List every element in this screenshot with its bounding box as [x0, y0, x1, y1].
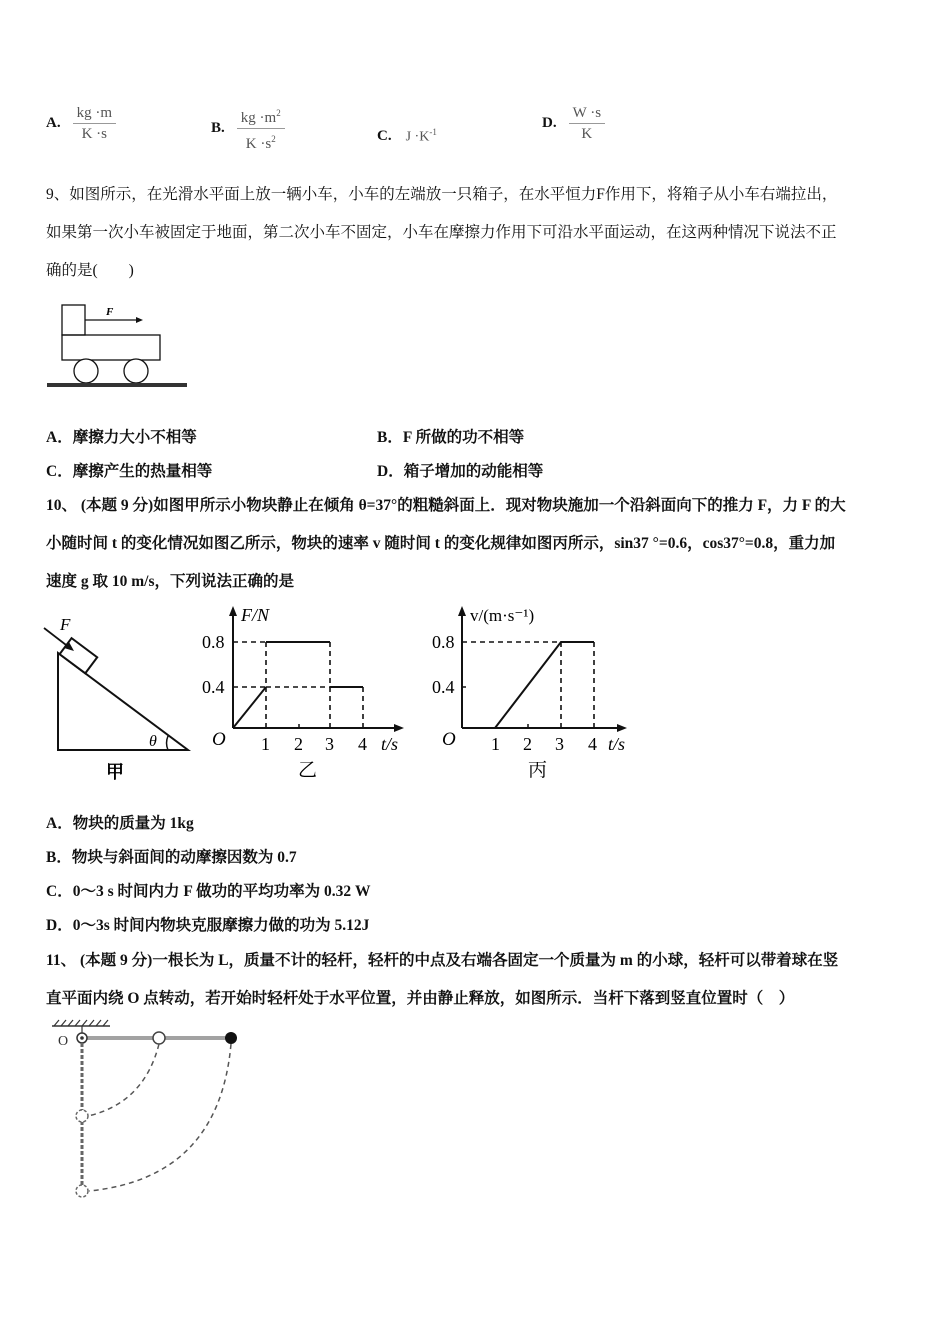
q9-option-c: C．摩擦产生的热量相等 — [46, 463, 213, 480]
svg-text:3: 3 — [325, 734, 334, 754]
svg-text:乙: 乙 — [298, 760, 318, 781]
option-label: D. — [542, 115, 557, 131]
q10-stem-line-1: 10、 (本题 9 分)如图甲所示小物块静止在倾角 θ=37°的粗糙斜面上．现对物块施加一个沿斜面向下的推力 F，力 F 的大 — [46, 497, 846, 514]
option-label: A. — [46, 115, 61, 131]
svg-text:1: 1 — [261, 734, 270, 754]
q8-option-b — [211, 103, 285, 154]
q10-stem-line-2: 小随时间 t 的变化情况如图乙所示，物块的速率 v 随时间 t 的变化规律如图丙所示，sin37 °=0.6，cos37°=0.8，重力加 — [46, 535, 836, 552]
q8-option-c: C. $J \cdot K^{-1}$ — [377, 127, 437, 145]
svg-text:O: O — [442, 729, 456, 750]
svg-text:F: F — [60, 615, 71, 634]
svg-text:丙: 丙 — [528, 760, 548, 781]
q8-option-a — [46, 103, 116, 144]
svg-text:F/N: F/N — [241, 605, 270, 625]
force-time-graph — [200, 600, 415, 790]
svg-text:1: 1 — [491, 734, 500, 754]
svg-text:2: 2 — [294, 734, 303, 754]
svg-text:F: F — [106, 306, 114, 318]
svg-text:0.8: 0.8 — [202, 632, 225, 652]
q9-option-a: A．摩擦力大小不相等 — [46, 429, 197, 446]
velocity-time-graph — [430, 600, 645, 790]
svg-text:t/s: t/s — [381, 734, 399, 754]
svg-text:θ: θ — [149, 733, 157, 750]
svg-text:2: 2 — [523, 734, 532, 754]
svg-text:0.4: 0.4 — [432, 677, 455, 697]
svg-text:4: 4 — [358, 734, 367, 754]
svg-text:O: O — [58, 1034, 69, 1049]
svg-text:3: 3 — [555, 734, 564, 754]
fraction: $\frac{kg \cdot m^2}{K \cdot s^2}$ — [237, 103, 285, 154]
q9-stem-line-1: 9、如图所示，在光滑水平面上放一辆小车，小车的左端放一只箱子，在水平恒力F作用下，将箱子从小车右端拉出， — [46, 186, 838, 203]
svg-text:0.8: 0.8 — [432, 632, 455, 652]
svg-text:v/(m·s⁻¹): v/(m·s⁻¹) — [470, 606, 535, 625]
q11-stem-line-2: 直平面内绕 O 点转动，若开始时轻杆处于水平位置，并由静止释放，如图所示．当杆下落到竖直位置时（ ） — [46, 990, 795, 1007]
q9-stem-line-2: 如果第一次小车被固定于地面，第二次小车不固定，小车在摩擦力作用下可沿水平面运动，在这两种情况下说法不正 — [46, 224, 837, 241]
cart-figure — [44, 300, 194, 392]
svg-text:O: O — [212, 729, 226, 750]
q9-option-b: B．F 所做的功不相等 — [377, 429, 525, 446]
q9-option-d: D．箱子增加的动能相等 — [377, 463, 544, 480]
q10-option-c: C．0～3 s 时间内力 F 做功的平均功率为 0.32 W — [46, 883, 371, 900]
incline-figure — [40, 608, 200, 788]
svg-text:甲: 甲 — [106, 762, 124, 782]
q8-option-d — [542, 103, 605, 144]
q9-stem-line-3: 确的是( ) — [46, 262, 134, 279]
svg-text:0.4: 0.4 — [202, 677, 225, 697]
option-label: C. — [377, 127, 392, 144]
rotating-rod-figure — [44, 1018, 254, 1203]
q10-option-a: A．物块的质量为 1kg — [46, 815, 194, 832]
q10-stem-line-3: 速度 g 取 10 m/s，下列说法正确的是 — [46, 573, 295, 590]
q10-option-d: D．0～3s 时间内物块克服摩擦力做的功为 5.12J — [46, 917, 370, 934]
fraction: $\frac{W \cdot s}{K}$ — [569, 103, 605, 144]
svg-text:t/s: t/s — [608, 734, 626, 754]
svg-text:4: 4 — [588, 734, 597, 754]
q10-option-b: B．物块与斜面间的动摩擦因数为 0.7 — [46, 849, 297, 866]
option-label: B. — [211, 120, 225, 136]
q11-stem-line-1: 11、 (本题 9 分)一根长为 L，质量不计的轻杆，轻杆的中点及右端各固定一个质量为 m 的小球，轻杆可以带着球在竖 — [46, 952, 839, 969]
fraction: $\frac{kg \cdot m}{K \cdot s}$ — [73, 103, 116, 144]
